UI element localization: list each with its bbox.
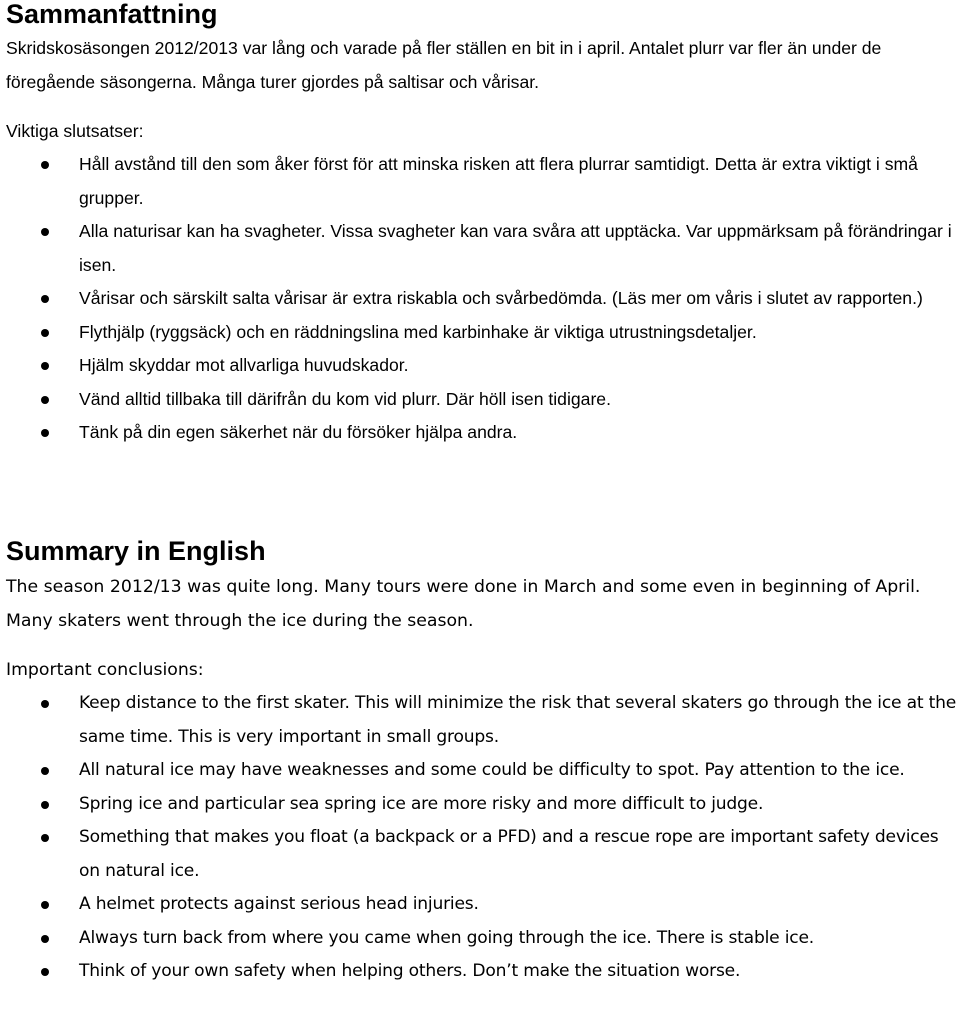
list-item-text: Vänd alltid tillbaka till därifrån du kom vid plurr. Där höll isen tidigare. — [79, 388, 611, 409]
english-summary-heading: Summary in English — [6, 536, 266, 566]
list-item-text: Vårisar och särskilt salta vårisar är extra riskabla och svårbedömda. (Läs mer om våris i slutet av rapporten.) — [79, 288, 923, 308]
bullet-icon — [41, 362, 49, 370]
list-item-text: Håll avstånd till den som åker först för att minska risken att flera plurrar samtidigt. Detta är extra viktigt i små grupper. — [79, 154, 918, 208]
bullet-icon — [41, 834, 49, 842]
list-item — [0, 316, 958, 350]
bullet-icon — [41, 329, 49, 337]
list-item-text: Always turn back from where you came when going through the ice. There is stable ice. — [79, 927, 815, 948]
list-item — [0, 888, 958, 922]
list-item — [0, 215, 958, 282]
list-item-text: Think of your own safety when helping others. Don’t make the situation worse. — [79, 961, 741, 981]
bullet-icon — [41, 935, 49, 943]
list-item — [0, 955, 958, 989]
list-item-text: Spring ice and particular sea spring ice are more risky and more difficult to judge. — [79, 793, 764, 814]
list-item — [0, 416, 958, 450]
list-item-text: A helmet protects against serious head injuries. — [79, 894, 479, 914]
list-item-text: Hjälm skyddar mot allvarliga huvudskador. — [79, 355, 409, 375]
bullet-icon — [41, 429, 49, 437]
bullet-icon — [41, 700, 49, 708]
bullet-icon — [41, 161, 49, 169]
list-item — [0, 754, 958, 788]
bullet-icon — [41, 968, 49, 976]
list-item — [0, 922, 958, 956]
list-item-text: Flythjälp (ryggsäck) och en räddningslina med karbinhake är viktiga utrustningsdetaljer. — [79, 321, 757, 342]
bullet-icon — [41, 901, 49, 909]
list-item-text: All natural ice may have weaknesses and some could be difficulty to spot. Pay attention to the ice. — [79, 760, 905, 780]
english-intro-paragraph: The season 2012/13 was quite long. Many tours were done in March and some even in beginning of April. Many skaters went through the ice during the season. — [6, 577, 921, 631]
swedish-intro-paragraph: Skridskosäsongen 2012/2013 var lång och varade på fler ställen en bit in i april. Antalet plurr var fler än under de föregående säsongerna. Många turer gjordes på saltisar och vårisar. — [6, 38, 882, 92]
swedish-summary-heading: Sammanfattning — [6, 0, 218, 29]
list-item — [0, 687, 958, 754]
list-item — [0, 383, 958, 417]
list-item — [0, 788, 958, 822]
list-item — [0, 349, 958, 383]
bullet-icon — [41, 396, 49, 404]
bullet-icon — [41, 295, 49, 303]
list-item-text: Keep distance to the first skater. This will minimize the risk that several skaters go through the ice at the same time. This is very important in small groups. — [79, 693, 957, 747]
bullet-icon — [41, 801, 49, 809]
list-item — [0, 282, 958, 316]
bullet-icon — [41, 767, 49, 775]
bullet-icon — [41, 228, 49, 236]
swedish-conclusions-list — [0, 148, 958, 450]
english-conclusions-label: Important conclusions: — [6, 660, 204, 680]
list-item — [0, 148, 958, 215]
list-item-text: Tänk på din egen säkerhet när du försöker hjälpa andra. — [79, 422, 518, 442]
list-item-text: Alla naturisar kan ha svagheter. Vissa svagheter kan vara svåra att upptäcka. Var uppmärksam på förändringar i isen. — [79, 221, 952, 275]
list-item — [0, 821, 958, 888]
list-item-text: Something that makes you float (a backpack or a PFD) and a rescue rope are important safety devices on natural ice. — [79, 827, 939, 881]
english-conclusions-list — [0, 687, 958, 989]
swedish-conclusions-label: Viktiga slutsatser: — [6, 121, 144, 141]
